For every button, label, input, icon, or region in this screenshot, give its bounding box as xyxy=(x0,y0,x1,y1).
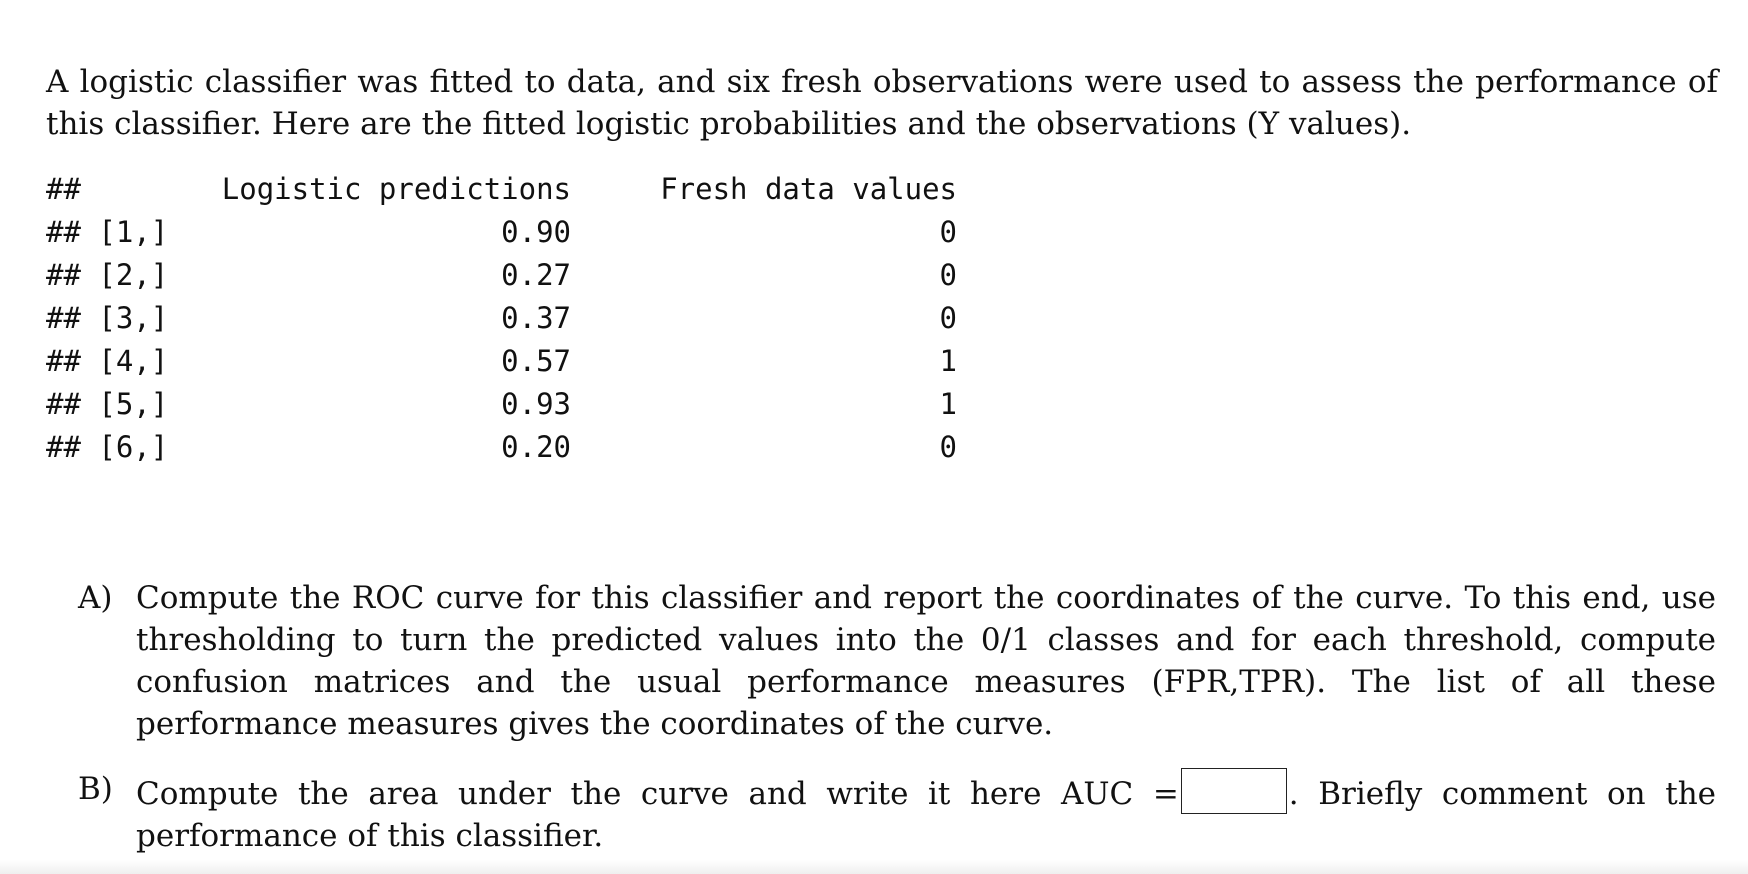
column-header-fresh-data: Fresh data values xyxy=(660,172,957,206)
prediction-value: 0.20 xyxy=(501,430,571,464)
row-prefix: ## [6,] xyxy=(46,430,169,464)
row-prefix: ## [5,] xyxy=(46,387,169,421)
prediction-value: 0.90 xyxy=(501,215,571,249)
question-b-text-before: Compute the area under the curve and write it here AUC = xyxy=(136,776,1179,812)
observation-value: 1 xyxy=(939,344,957,378)
table-row xyxy=(46,340,957,383)
question-a-label: A) xyxy=(78,580,113,616)
observation-value: 0 xyxy=(939,215,957,249)
page-bottom-edge xyxy=(0,860,1748,874)
question-a-text: Compute the ROC curve for this classifier and report the coordinates of the curve. To this end, use thresholding to turn the predicted values into the 0/1 classes and for each threshold, compute confusion matrices and the usual performance measures (FPR,TPR). The list of all these performance measures gives the coordinates of the curve. xyxy=(136,580,1716,742)
table-row xyxy=(46,426,957,469)
problem-intro: A logistic classifier was fitted to data, and six fresh observations were used to assess the performance of this classifier. Here are the fitted logistic probabilities and the observations (Y values). xyxy=(46,64,1718,142)
row-prefix: ## [4,] xyxy=(46,344,169,378)
observation-value: 1 xyxy=(939,387,957,421)
prediction-value: 0.93 xyxy=(501,387,571,421)
question-b-body xyxy=(136,768,1716,857)
question-b-text-after: . Briefly comment on the performance of this classifier. xyxy=(136,776,1716,854)
observation-value: 0 xyxy=(939,301,957,335)
row-prefix: ## [3,] xyxy=(46,301,169,335)
prediction-value: 0.37 xyxy=(501,301,571,335)
table-row xyxy=(46,383,957,426)
table-header-row xyxy=(46,168,957,211)
table-row xyxy=(46,211,957,254)
prediction-value: 0.57 xyxy=(501,344,571,378)
observation-value: 0 xyxy=(939,258,957,292)
table-row xyxy=(46,297,957,340)
row-prefix: ## [2,] xyxy=(46,258,169,292)
r-output-table xyxy=(46,168,957,469)
table-row xyxy=(46,254,957,297)
column-header-predictions: Logistic predictions xyxy=(221,172,571,206)
row-prefix: ## xyxy=(46,172,81,206)
question-b-label: B) xyxy=(78,771,113,807)
observation-value: 0 xyxy=(939,430,957,464)
auc-answer-box[interactable] xyxy=(1181,768,1287,814)
row-prefix: ## [1,] xyxy=(46,215,169,249)
prediction-value: 0.27 xyxy=(501,258,571,292)
